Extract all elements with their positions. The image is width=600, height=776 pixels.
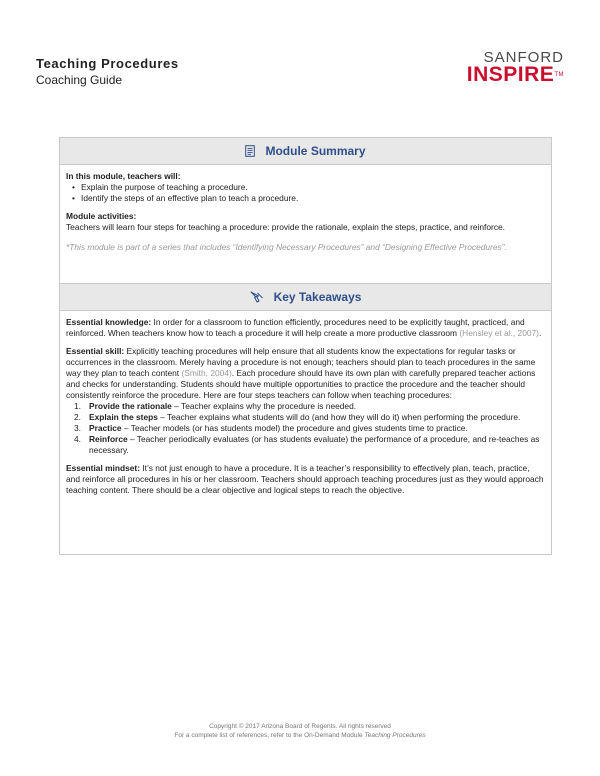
logo-trademark: TM (554, 72, 564, 78)
step-item (74, 434, 545, 456)
skill-text-a: Explicitly teaching procedures will help ensure that all students know the expectations for regular tasks or occurrences in the classroom. Merely having a procedure is not enough; teachers should plan to teach procedures in the same way they plan to teach content (66, 346, 536, 378)
step-item (74, 401, 545, 412)
copyright-notice: Copyright © 2017 Arizona Board of Regents. All rights reserved (209, 723, 391, 730)
step-label: Explain the steps (89, 412, 158, 422)
step-text: – Teacher explains what students will do (and how they will do it) when performing the procedure. (157, 412, 521, 422)
essential-knowledge-paragraph (66, 317, 545, 339)
key-takeaways-heading: Key Takeaways (273, 290, 362, 304)
module-summary-header (60, 138, 551, 165)
objectives-list (66, 182, 545, 204)
document-list-icon (245, 145, 255, 157)
document-title: Teaching Procedures (36, 56, 179, 71)
references-module: Teaching Procedures (364, 732, 426, 739)
step-text: – Teacher models (or has students model) the procedure and gives students time to practice. (121, 423, 468, 433)
skill-label: Essential skill: (66, 346, 125, 356)
step-text: – Teacher periodically evaluates (or has students evaluate) the performance of a procedure, and re-teaches as necessary. (89, 434, 540, 455)
logo-top-text: SANFORD (483, 49, 564, 66)
key-takeaways-body (60, 311, 551, 496)
activities-label: Module activities: (66, 211, 137, 221)
step-number: 1. (74, 401, 81, 411)
pointing-hand-icon (250, 291, 264, 303)
sanford-inspire-logo (467, 50, 564, 85)
key-takeaways-header (60, 284, 551, 311)
logo-bottom-text (467, 65, 564, 85)
logo-inspire: INSPIRE (466, 63, 555, 86)
module-summary-box (59, 137, 552, 284)
steps-list (66, 401, 545, 456)
module-summary-body (60, 165, 551, 253)
step-number: 3. (74, 423, 81, 433)
knowledge-end: . (538, 328, 542, 338)
in-module-label: In this module, teachers will: (66, 171, 181, 181)
step-text: – Teacher explains why the procedure is needed. (171, 401, 357, 411)
step-number: 2. (74, 412, 81, 422)
essential-mindset-paragraph (66, 463, 545, 496)
knowledge-text: In order for a classroom to function efficiently, procedures need to be explicitly taught, practiced, and reinforced. When teachers know how to teach a procedure it will help create a more productive classroom (66, 317, 525, 338)
mindset-label: Essential mindset: (66, 463, 141, 473)
essential-skill-paragraph (66, 346, 545, 401)
skill-citation: (Smith, 2004) (181, 368, 232, 378)
series-note: *This module is part of a series that includes “Identifying Necessary Procedures” and “Designing Effective Procedures”. (66, 242, 507, 252)
knowledge-citation: (Hensley et al., 2007) (459, 328, 539, 338)
step-item (74, 412, 545, 423)
step-number: 4. (74, 434, 81, 444)
module-summary-heading: Module Summary (265, 144, 366, 158)
step-label: Provide the rationale (89, 401, 172, 411)
key-takeaways-box (59, 284, 552, 555)
step-item (74, 423, 545, 434)
references-note (0, 731, 600, 740)
knowledge-label: Essential knowledge: (66, 317, 152, 327)
document-subtitle: Coaching Guide (36, 73, 123, 87)
skill-text-b: . Each procedure should have its own plan with carefully prepared teacher actions and checks for understanding. Students should have multiple opportunities to practice the procedure and the teacher should consistently reinforce the procedure. Here are four steps teachers can follow when teaching procedures: (66, 368, 536, 400)
references-text: For a complete list of references, refer to the On-Demand Module (174, 732, 365, 739)
step-label: Reinforce (89, 434, 128, 444)
mindset-text: It’s not just enough to have a procedure. It is a teacher’s responsibility to effectively plan, teach, practice, and reinforce all procedures in his or her classroom. Teachers should approach teaching procedures just as they would approach teaching content. There should be a clear objective and logical steps to reach the objective. (66, 463, 544, 495)
objective-item: • Identify the steps of an effective plan to teach a procedure. (72, 193, 545, 204)
step-label: Practice (89, 423, 122, 433)
objective-item: • Explain the purpose of teaching a procedure. (72, 182, 545, 193)
activities-text: Teachers will learn four steps for teaching a procedure: provide the rationale, explain the steps, practice, and reinforce. (66, 222, 505, 232)
